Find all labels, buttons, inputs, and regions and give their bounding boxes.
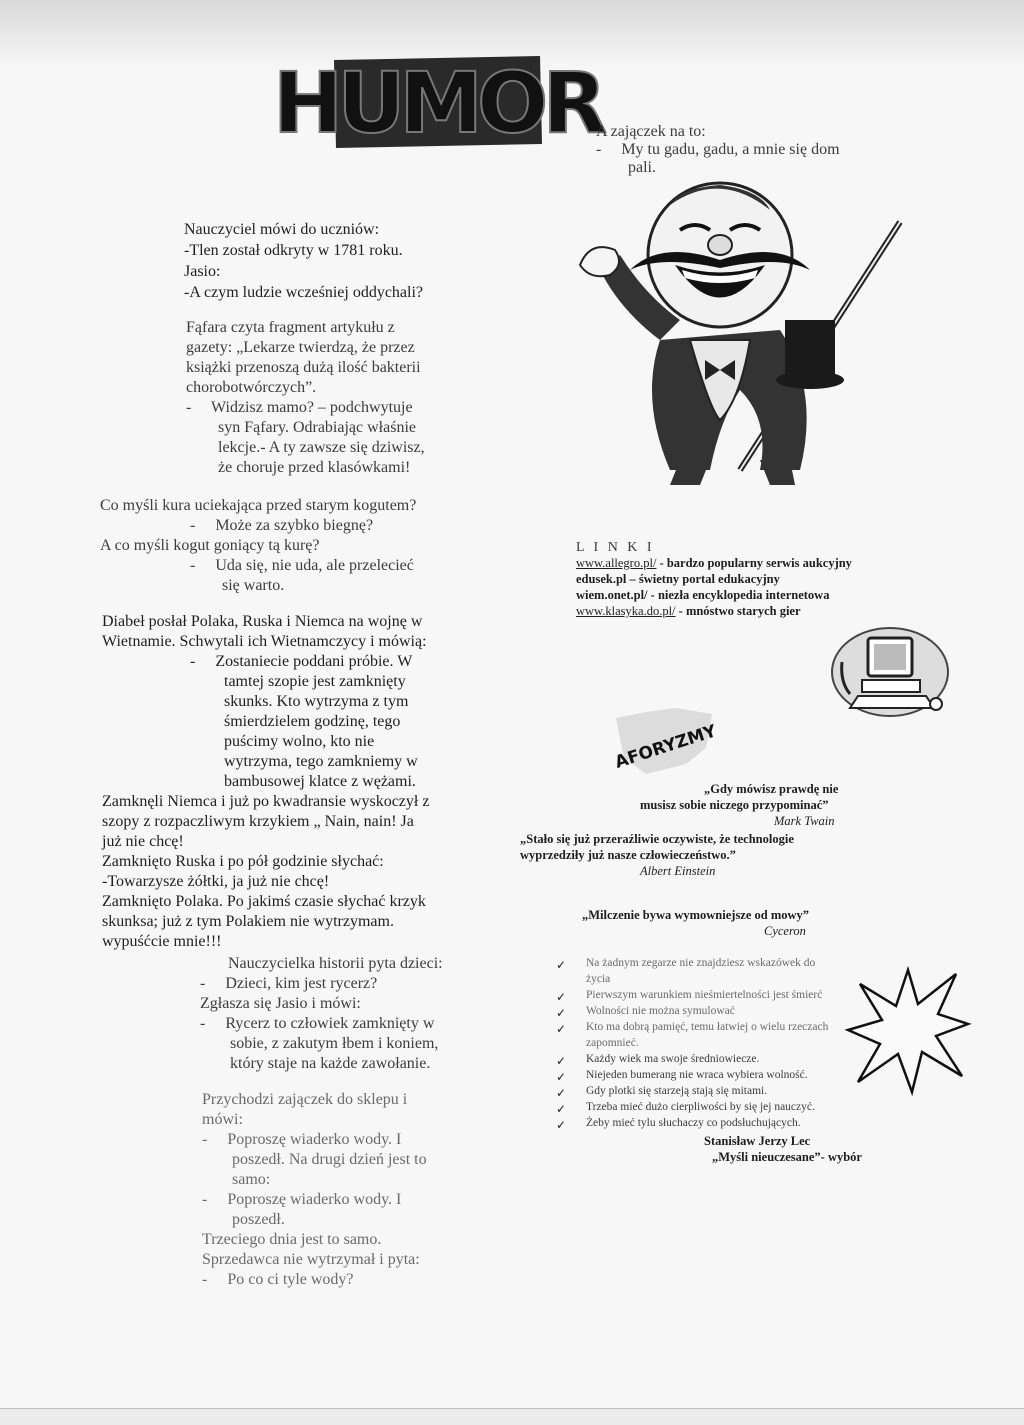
text-line: chorobotwórczych”. — [186, 379, 317, 396]
text-line: Sprzedawca nie wytrzymał i pyta: — [202, 1251, 420, 1268]
quote-line: musisz sobie niczego przypominać” — [640, 798, 829, 812]
quote-author: Cyceron — [764, 924, 806, 938]
quote-line: wyprzedziły już nasze człowieczeństwo.” — [520, 848, 736, 862]
text-line: - Widzisz mamo? – podchwytuje — [186, 399, 413, 416]
scan-bottom-edge — [0, 1408, 1024, 1425]
text-line: tamtej szopie jest zamknięty — [224, 673, 406, 690]
text-line: Wietnamie. Schwytali ich Wietnamczycy i mówią: — [102, 633, 427, 650]
text-line: - Poproszę wiaderko wody. I — [202, 1191, 402, 1208]
quote-line: „Gdy mówisz prawdę nie — [704, 782, 839, 796]
humor-logo-text: HUMOR — [272, 54, 602, 152]
text-line: -Towarzysze żółtki, ja już nie chcę! — [102, 873, 330, 890]
quote-author: Albert Einstein — [640, 864, 716, 878]
checkmark-icon: ✓ — [556, 1102, 567, 1116]
text-line: - Rycerz to człowiek zamknięty w — [200, 1015, 435, 1032]
text-line: Przychodzi zajączek do sklepu i — [202, 1091, 408, 1108]
text-line: A co myśli kogut goniący tą kurę? — [100, 537, 320, 554]
text-line: samo: — [232, 1171, 271, 1188]
text-line: wypuśćcie mnie!!! — [102, 933, 222, 950]
lec-author: Stanisław Jerzy Lec — [704, 1134, 811, 1148]
text-line: Zamknięto Ruska i po pół godzinie słychać: — [102, 853, 384, 870]
text-line: książki przenoszą dużą ilość bakterii — [186, 359, 421, 376]
text-line: syn Fąfary. Odrabiając właśnie — [218, 419, 416, 436]
text-line: się warto. — [222, 577, 285, 594]
text-line: że choruje przed klasówkami! — [218, 459, 411, 476]
text-line: - Może za szybko biegnę? — [190, 517, 374, 534]
link-description: – świetny portal edukacyjny — [626, 572, 780, 586]
text-line: sobie, z zakutym łbem i koniem, — [230, 1035, 439, 1052]
list-item: Pierwszym warunkiem nieśmiertelności jest śmierć — [586, 989, 823, 1001]
list-item: zapomnieć. — [586, 1037, 639, 1049]
text-line: Co myśli kura uciekająca przed starym kogutem? — [100, 497, 417, 514]
checkmark-icon: ✓ — [556, 1086, 567, 1100]
list-item: Na żadnym zegarze nie znajdziesz wskazówek do — [586, 957, 816, 969]
list-item: Kto ma dobrą pamięć, temu łatwiej o wielu rzeczach — [586, 1021, 829, 1033]
text-line: który staje na każde zawołanie. — [230, 1055, 431, 1072]
link-klasyka[interactable]: www.klasyka.do.pl/ — [576, 604, 676, 618]
text-line: Nauczycielka historii pyta dzieci: — [228, 955, 443, 972]
text-line: - Dzieci, kim jest rycerz? — [200, 975, 378, 992]
text-line: Diabeł posłał Polaka, Ruska i Niemca na wojnę w — [102, 613, 423, 630]
checkmark-icon: ✓ — [556, 958, 567, 972]
text-line: szopy z rozpaczliwym krzykiem „ Nain, nain! Ja — [102, 813, 414, 830]
quote-author: Mark Twain — [774, 814, 835, 828]
list-item: Wolności nie można symulować — [586, 1005, 735, 1017]
text-line: gazety: „Lekarze twierdzą, że przez — [186, 339, 415, 356]
text-line: - Po co ci tyle wody? — [202, 1271, 354, 1288]
text-line: Trzeciego dnia jest to samo. — [202, 1231, 382, 1248]
quote-line: „Milczenie bywa wymowniejsze od mowy” — [582, 908, 810, 922]
text-line: mówi: — [202, 1111, 243, 1128]
text-line: pali. — [628, 159, 656, 176]
computer-icon — [830, 622, 950, 718]
text-line: Jasio: — [184, 263, 221, 280]
text-line: skunksa; już z tym Polakiem nie wytrzymam. — [102, 913, 394, 930]
text-line: poszedł. Na drugi dzień jest to — [232, 1151, 427, 1168]
text-line: poszedł. — [232, 1211, 285, 1228]
list-item: Każdy wiek ma swoje średniowiecze. — [586, 1053, 760, 1065]
text-line: bambusowej klatce z wężami. — [224, 773, 416, 790]
aphorisms-logo — [612, 708, 719, 778]
link-description: - bardzo popularny serwis aukcyjny — [656, 556, 852, 570]
link-allegro[interactable]: www.allegro.pl/ — [576, 556, 657, 570]
text-line: śmierdzielem godzinę, tego — [224, 713, 401, 730]
lec-source: „Myśli nieuczesane”- wybór — [712, 1150, 862, 1164]
text-line: - Uda się, nie uda, ale przelecieć — [190, 557, 414, 574]
link-description: - mnóstwo starych gier — [675, 604, 801, 618]
checkmark-icon: ✓ — [556, 1054, 567, 1068]
text-line: Zamknięto Polaka. Po jakimś czasie słychać krzyk — [102, 893, 426, 910]
text-line: skunks. Kto wytrzyma z tym — [224, 693, 409, 710]
text-line: Zgłasza się Jasio i mówi: — [200, 995, 361, 1012]
list-item: Niejeden bumerang nie wraca wybiera wolność. — [586, 1069, 808, 1081]
checkmark-icon: ✓ — [556, 990, 567, 1004]
list-item: Trzeba mieć dużo cierpliwości by się jej nauczyć. — [586, 1101, 815, 1113]
text-line: - Poproszę wiaderko wody. I — [202, 1131, 402, 1148]
aphorisms-logo-text: AFORYZMY — [612, 721, 719, 773]
checkmark-icon: ✓ — [556, 1118, 567, 1132]
text-line: -Tlen został odkryty w 1781 roku. — [184, 242, 403, 259]
text-line: A zajączek na to: — [596, 123, 706, 140]
text-line: - My tu gadu, gadu, a mnie się dom — [596, 141, 840, 158]
checkmark-icon: ✓ — [556, 1022, 567, 1036]
link-description: - niezła encyklopedia internetowa — [647, 588, 830, 602]
list-item: Gdy plotki się starzeją stają się mitami. — [586, 1085, 768, 1097]
text-line: -A czym ludzie wcześniej oddychali? — [184, 284, 424, 301]
list-item: życia — [586, 973, 611, 985]
starburst-shape — [846, 964, 970, 1096]
laughing-man-illustration — [570, 170, 920, 500]
link-edusek[interactable]: edusek.pl — [576, 572, 627, 586]
link-wiem[interactable]: wiem.onet.pl/ — [576, 588, 648, 602]
checkmark-icon: ✓ — [556, 1006, 567, 1020]
text-line: wytrzyma, tego zamkniemy w — [224, 753, 418, 770]
checkmark-icon: ✓ — [556, 1070, 567, 1084]
text-line: już nie chcę! — [102, 833, 184, 850]
text-line: lekcje.- A ty zawsze się dziwisz, — [218, 439, 425, 456]
text-line: - Zostaniecie poddani próbie. W — [190, 653, 413, 670]
text-line: puścimy wolno, kto nie — [224, 733, 375, 750]
list-item: Żeby mieć tylu słuchaczy co podsłuchujących. — [586, 1117, 801, 1129]
text-line: Fąfara czyta fragment artykułu z — [186, 319, 395, 336]
text-line: Nauczyciel mówi do uczniów: — [184, 221, 380, 238]
links-heading: L I N K I — [576, 540, 655, 555]
quote-line: „Stało się już przeraźliwie oczywiste, że technologie — [520, 832, 794, 846]
text-line: Zamknęli Niemca i już po kwadransie wyskoczył z — [102, 793, 430, 810]
humor-logo — [272, 54, 602, 152]
